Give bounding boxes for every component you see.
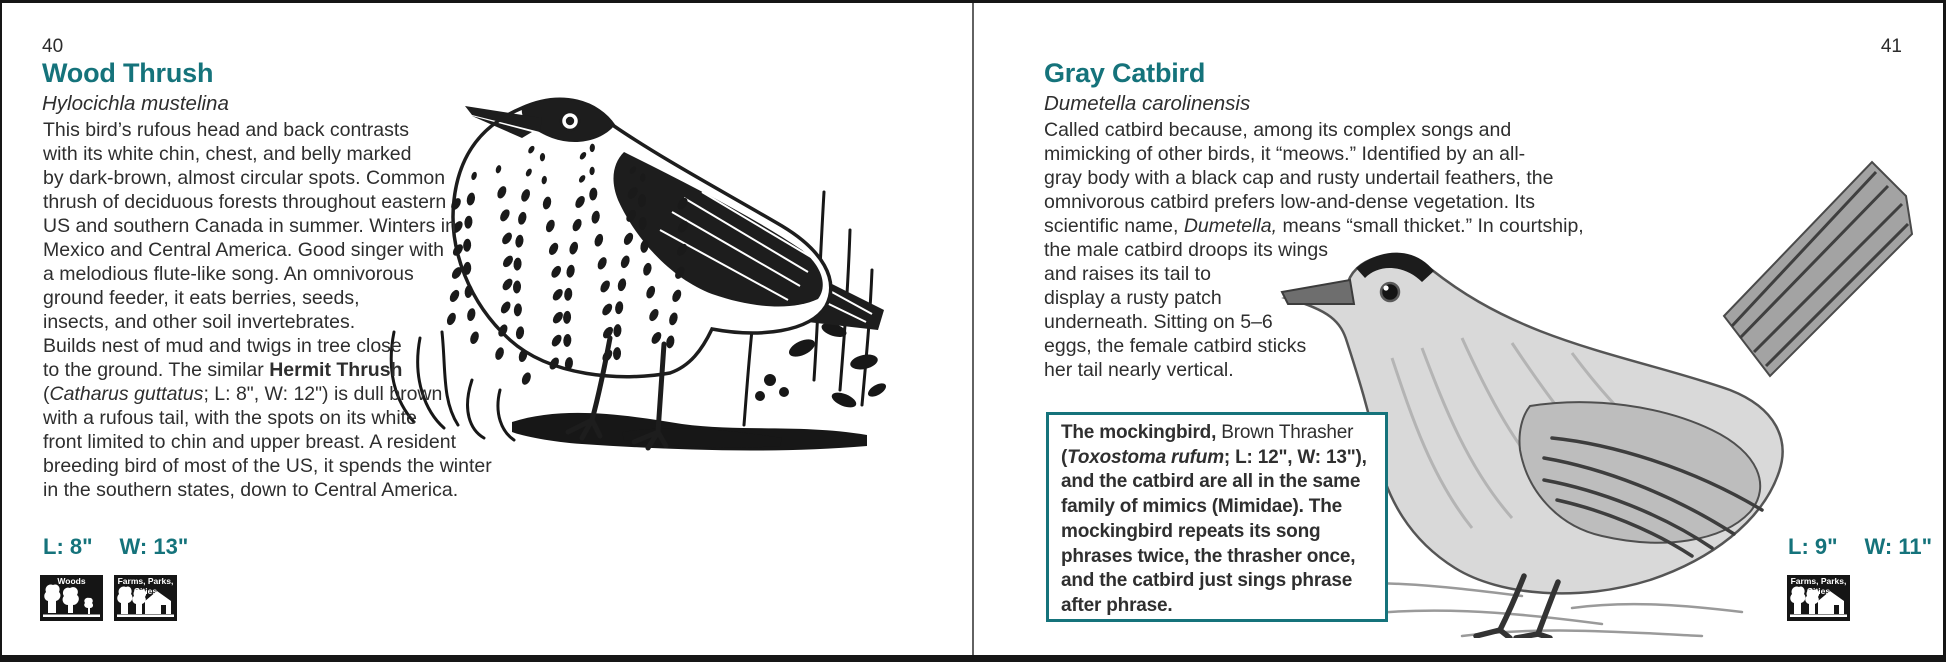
text-line: mockingbird repeats its song (1061, 520, 1321, 542)
text-line: with its white chin, chest, and belly marked (43, 143, 412, 165)
habitat-farms-parks-cities-icon (1787, 575, 1850, 621)
wingspan-label: W: 11" (1864, 534, 1933, 559)
text-line: gray body with a black cap and rusty undertail feathers, the (1044, 167, 1554, 189)
text-line: after phrase. (1061, 594, 1173, 616)
text-line: display a rusty patch (1044, 287, 1222, 309)
left-border (0, 0, 2, 662)
text-line: front limited to chin and upper breast. A resident (43, 431, 456, 453)
text-line: Builds nest of mud and twigs in tree close (43, 335, 402, 357)
length-label: L: 9" (1788, 534, 1838, 559)
length-label: L: 8" (43, 534, 93, 559)
text-line: mimicking of other birds, it “meows.” Identified by an all- (1044, 143, 1526, 165)
species-title-gray-catbird: Gray Catbird (1044, 58, 1206, 88)
habitat-farms-parks-cities-icon (114, 575, 177, 621)
text-line: to the ground. The similar Hermit Thrush (43, 359, 403, 381)
text-line: (Toxostoma rufum; L: 12", W: 13"), (1061, 446, 1367, 468)
habitat-icon-label: Woods (57, 576, 86, 586)
text-line: by dark-brown, almost circular spots. Common (43, 167, 446, 189)
text-line: the male catbird droops its wings (1044, 239, 1328, 261)
text-line: (Catharus guttatus; L: 8", W: 12") is dull brown (43, 383, 443, 405)
text-line: a melodious flute-like song. An omnivorous (43, 263, 414, 285)
size-measurements-right (1788, 534, 1932, 560)
text-line: and the catbird are all in the same (1061, 471, 1361, 493)
text-line: her tail nearly vertical. (1044, 359, 1234, 381)
habitat-icon-label: Farms, Parks, Cities (117, 576, 174, 596)
scientific-name-wood-thrush: Hylocichla mustelina (42, 92, 229, 115)
text-line: phrases twice, the thrasher once, (1061, 545, 1356, 567)
text-line: and the catbird just sings phrase (1061, 570, 1353, 592)
page-number-right: 41 (1880, 36, 1902, 57)
text-line: underneath. Sitting on 5–6 (1044, 311, 1273, 333)
text-line: and raises its tail to (1044, 263, 1211, 285)
bottom-border (0, 655, 1946, 662)
size-measurements-left (43, 534, 188, 560)
text-line: Called catbird because, among its complex songs and (1044, 119, 1512, 141)
text-line: with a rufous tail, with the spots on its white (43, 407, 417, 429)
text-line: breeding bird of most of the US, it spends the winter (43, 455, 492, 477)
text-line: US and southern Canada in summer. Winters in (43, 215, 456, 237)
text-line: This bird’s rufous head and back contrasts (43, 119, 410, 141)
habitat-icon-label: Farms, Parks, Cities (1790, 576, 1847, 596)
habitat-woods-icon (40, 575, 103, 621)
text-line: thrush of deciduous forests throughout eastern (43, 191, 447, 213)
text-line: ground feeder, it eats berries, seeds, (43, 287, 360, 309)
scientific-name-gray-catbird: Dumetella carolinensis (1044, 92, 1251, 115)
habitat-icons-right (1787, 575, 1850, 621)
species-description-gray-catbird (1044, 118, 1584, 382)
page-gutter-divider (972, 3, 974, 655)
species-description-wood-thrush (43, 118, 492, 502)
text-line: in the southern states, down to Central America. (43, 479, 459, 501)
text-line: The mockingbird, Brown Thrasher (1061, 422, 1354, 443)
text-line: Mexico and Central America. Good singer with (43, 239, 445, 261)
text-line: omnivorous catbird prefers low-and-dense vegetation. Its (1044, 191, 1536, 213)
text-line: eggs, the female catbird sticks (1044, 335, 1307, 357)
wingspan-label: W: 13" (119, 534, 189, 559)
text-line: insects, and other soil invertebrates. (43, 311, 356, 333)
species-title-wood-thrush: Wood Thrush (42, 58, 214, 88)
habitat-icons-left (40, 575, 177, 621)
mimic-family-info-box (1046, 412, 1388, 622)
text-line: family of mimics (Mimidae). The (1061, 496, 1342, 518)
page-number-left: 40 (42, 36, 64, 57)
text-line: scientific name, Dumetella, means “small thicket.” In courtship, (1044, 215, 1584, 237)
